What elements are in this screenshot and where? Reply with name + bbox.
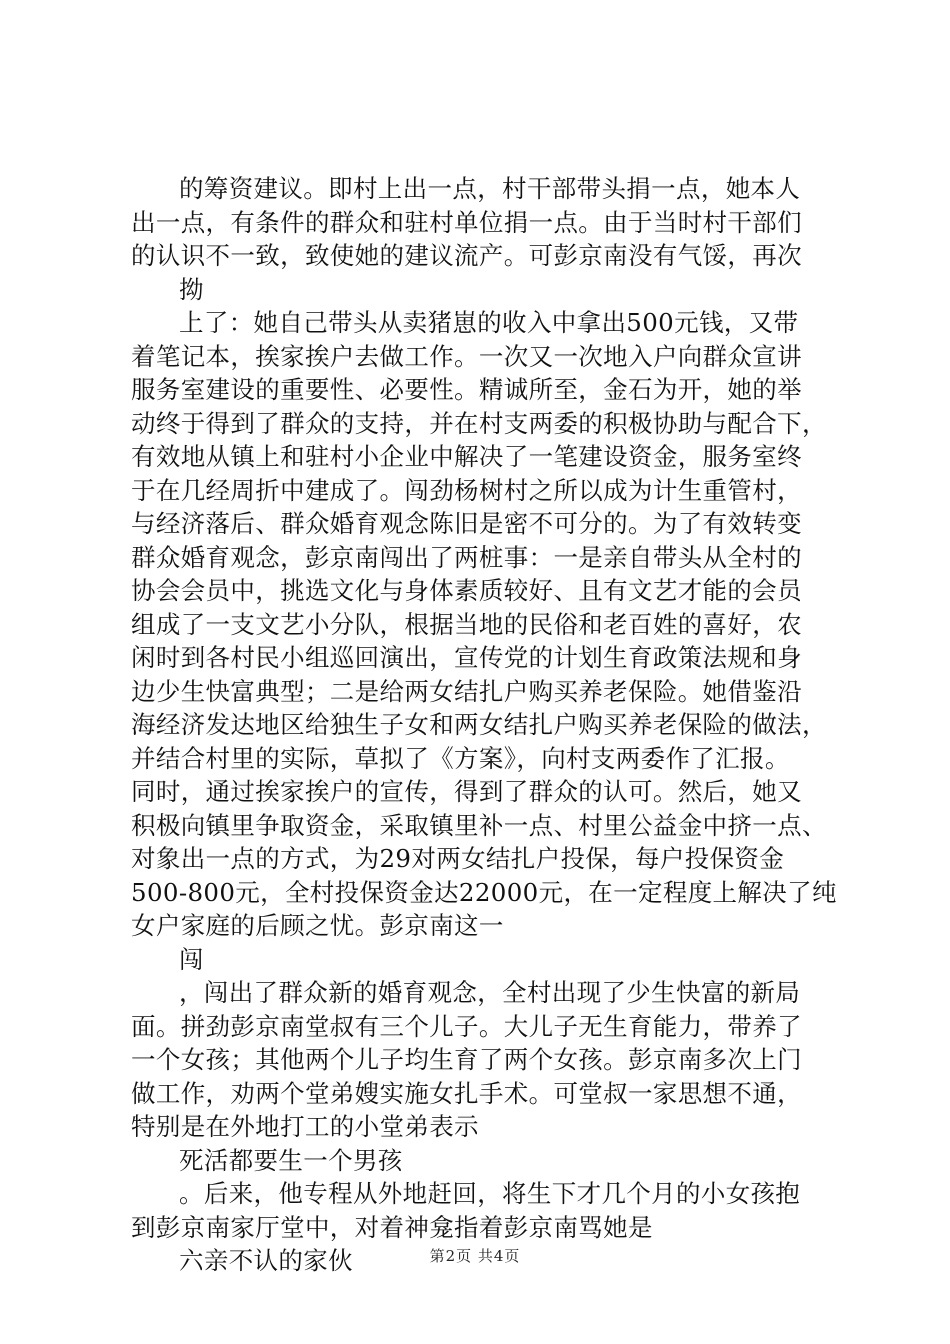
text-line: 海经济发达地区给独生子女和两女结扎户购买养老保险的做法， xyxy=(131,710,827,739)
text-line: 拗 xyxy=(179,274,204,304)
text-line: 六亲不认的家伙 xyxy=(179,1246,353,1275)
text-line: 上了：她自己带头从卖猪崽的收入中拿出500元钱，又带 xyxy=(179,308,799,337)
text-line: 500-800元，全村投保资金达22000元，在一定程度上解决了纯 xyxy=(131,877,837,907)
text-line: 出一点，有条件的群众和驻村单位捐一点。由于当时村干部们 xyxy=(131,207,802,237)
text-line: 做工作，劝两个堂弟嫂实施女扎手术。可堂叔一家思想不通， xyxy=(131,1078,802,1108)
text-line: 积极向镇里争取资金，采取镇里补一点、村里公益金中挤一点、 xyxy=(131,810,827,840)
text-line: 组成了一支文艺小分队，根据当地的民俗和老百姓的喜好，农 xyxy=(131,609,802,639)
text-line: 特别是在外地打工的小堂弟表示 xyxy=(131,1112,479,1141)
text-line: 同时，通过挨家挨户的宣传，得到了群众的认可。然后，她又 xyxy=(131,777,802,806)
text-line: 边少生快富典型；二是给两女结扎户购买养老保险。她借鉴沿 xyxy=(131,676,802,706)
text-line: 群众婚育观念，彭京南闯出了两桩事：一是亲自带头从全村的 xyxy=(131,542,802,572)
text-line: 的筹资建议。即村上出一点，村干部带头捐一点，她本人 xyxy=(179,174,801,203)
text-line: 并结合村里的实际，草拟了《方案》，向村支两委作了汇报。 xyxy=(131,743,790,773)
text-line: 服务室建设的重要性、必要性。精诚所至，金石为开，她的举 xyxy=(131,375,802,404)
text-line: 与经济落后、群众婚育观念陈旧是密不可分的。为了有效转变 xyxy=(131,509,802,538)
text-line: 对象出一点的方式，为29对两女结扎户投保，每户投保资金 xyxy=(131,844,785,873)
text-line: 闯 xyxy=(179,944,204,974)
text-line: 于在几经周折中建成了。闯劲杨树村之所以成为计生重管村， xyxy=(131,475,802,505)
text-line: 动终于得到了群众的支持，并在村支两委的积极协助与配合下， xyxy=(131,408,827,438)
text-line: 的认识不一致，致使她的建议流产。可彭京南没有气馁，再次 xyxy=(131,241,802,270)
text-line: 协会会员中，挑选文化与身体素质较好、且有文艺才能的会员 xyxy=(131,576,802,605)
text-line: 一个女孩；其他两个儿子均生育了两个女孩。彭京南多次上门 xyxy=(131,1045,802,1074)
text-line: 面。拼劲彭京南堂叔有三个儿子。大儿子无生育能力，带养了 xyxy=(131,1011,802,1041)
text-line: 死活都要生一个男孩 xyxy=(179,1145,403,1175)
text-line: 到彭京南家厅堂中，对着神龛指着彭京南骂她是 xyxy=(131,1212,653,1242)
text-line: 女户家庭的后顾之忧。彭京南这一 xyxy=(131,911,504,940)
text-line: 有效地从镇上和驻村小企业中解决了一笔建设资金，服务室终 xyxy=(131,442,802,471)
text-line: ，闯出了群众新的婚育观念，全村出现了少生快富的新局 xyxy=(179,978,801,1007)
text-line: 着笔记本，挨家挨户去做工作。一次又一次地入户向群众宣讲 xyxy=(131,341,802,371)
body-text xyxy=(131,172,837,1278)
text-line: 。后来，他专程从外地赶回，将生下才几个月的小女孩抱 xyxy=(179,1179,801,1208)
text-line: 闲时到各村民小组巡回演出，宣传党的计划生育政策法规和身 xyxy=(131,643,802,672)
page-footer: 第2页 共4页 xyxy=(429,1247,521,1265)
